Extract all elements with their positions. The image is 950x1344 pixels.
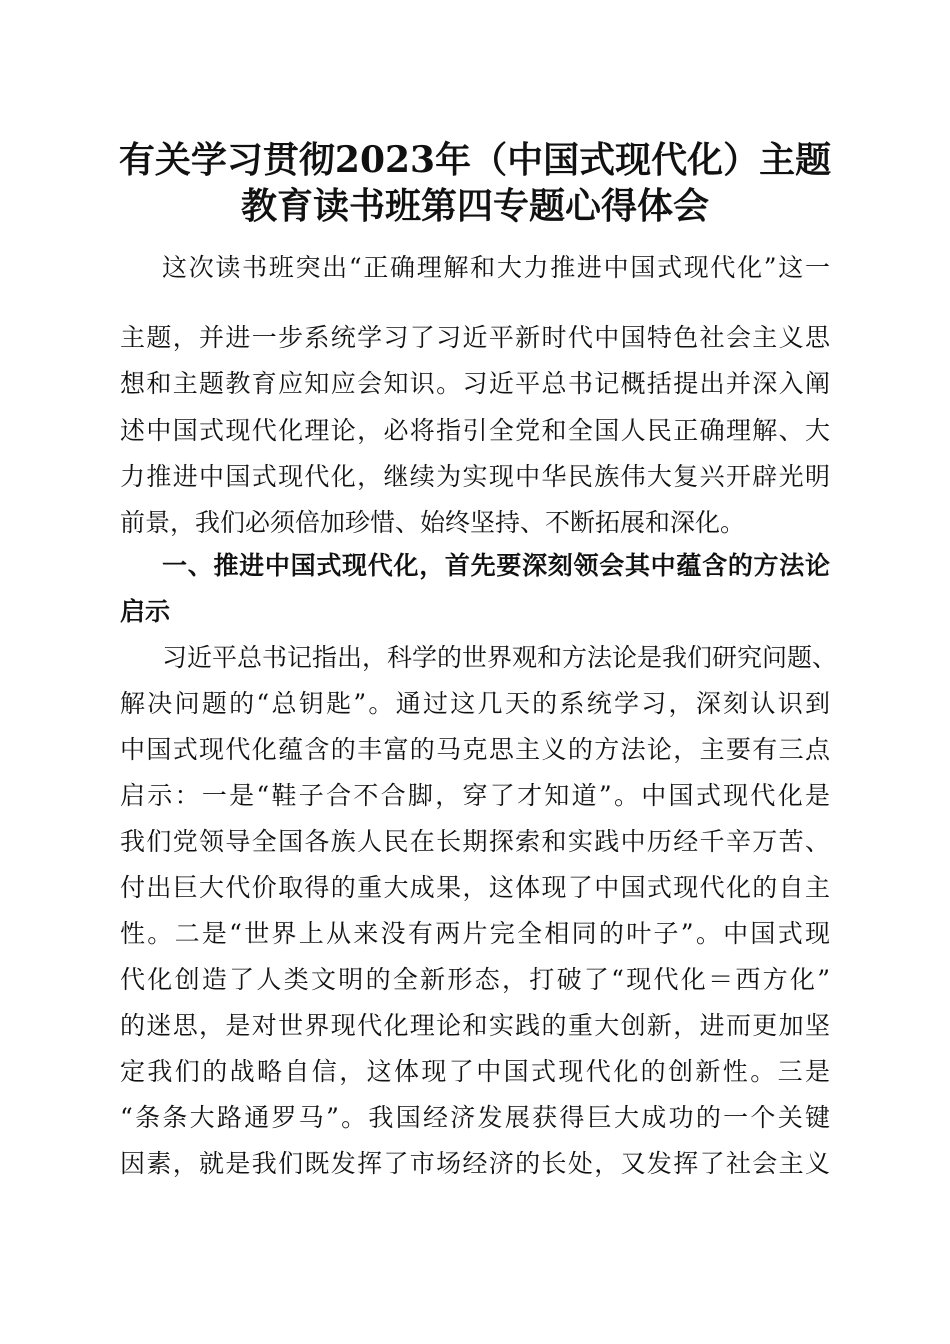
paragraph-1-line-4: 述中国式现代化理论，必将指引全党和全国人民正确理解、大 — [120, 416, 830, 445]
paragraph-2-line-12: 因素，就是我们既发挥了市场经济的长处，又发挥了社会主义 — [120, 1149, 830, 1178]
paragraph-1-line-6: 前景，我们必须倍加珍惜、始终坚持、不断拓展和深化。 — [120, 508, 746, 537]
paragraph-2-line-5: 我们党领导全国各族人民在长期探索和实践中历经千辛万苦、 — [120, 827, 830, 856]
paragraph-2-line-1: 习近平总书记指出，科学的世界观和方法论是我们研究问题、 — [162, 643, 838, 672]
document-title-line-2: 教育读书班第四专题心得体会 — [240, 185, 709, 227]
paragraph-2-line-9: 的迷思，是对世界现代化理论和实践的重大创新，进而更加坚 — [120, 1011, 830, 1040]
paragraph-2-line-11: “条条大路通罗马”。我国经济发展获得巨大成功的一个关键 — [120, 1103, 830, 1132]
paragraph-2-line-7: 性。二是“世界上从来没有两片完全相同的叶子”。中国式现 — [120, 919, 830, 948]
section-heading-1-line-1: 一、推进中国式现代化，首先要深刻领会其中蕴含的方法论 — [162, 551, 830, 580]
paragraph-2-line-4: 启示：一是“鞋子合不合脚，穿了才知道”。中国式现代化是 — [120, 781, 830, 810]
paragraph-2-line-8: 代化创造了人类文明的全新形态，打破了“现代化＝西方化” — [120, 965, 830, 994]
section-heading-1-line-2: 启示 — [120, 597, 171, 626]
paragraph-2-line-3: 中国式现代化蕴含的丰富的马克思主义的方法论，主要有三点 — [120, 735, 830, 764]
paragraph-1-line-1: 这次读书班突出“正确理解和大力推进中国式现代化”这一 — [162, 253, 830, 282]
paragraph-2-line-2: 解决问题的“总钥匙”。通过这几天的系统学习，深刻认识到 — [120, 689, 830, 718]
paragraph-1-line-3: 想和主题教育应知应会知识。习近平总书记概括提出并深入阐 — [120, 369, 830, 398]
paragraph-2-line-6: 付出巨大代价取得的重大成果，这体现了中国式现代化的自主 — [120, 873, 830, 902]
paragraph-1-line-2: 主题，并进一步系统学习了习近平新时代中国特色社会主义思 — [120, 323, 830, 352]
paragraph-1-line-5: 力推进中国式现代化，继续为实现中华民族伟大复兴开辟光明 — [120, 462, 830, 491]
document-title-line-1: 有关学习贯彻2023年（中国式现代化）主题 — [118, 139, 832, 181]
paragraph-2-line-10: 定我们的战略自信，这体现了中国式现代化的创新性。三是 — [120, 1057, 830, 1086]
